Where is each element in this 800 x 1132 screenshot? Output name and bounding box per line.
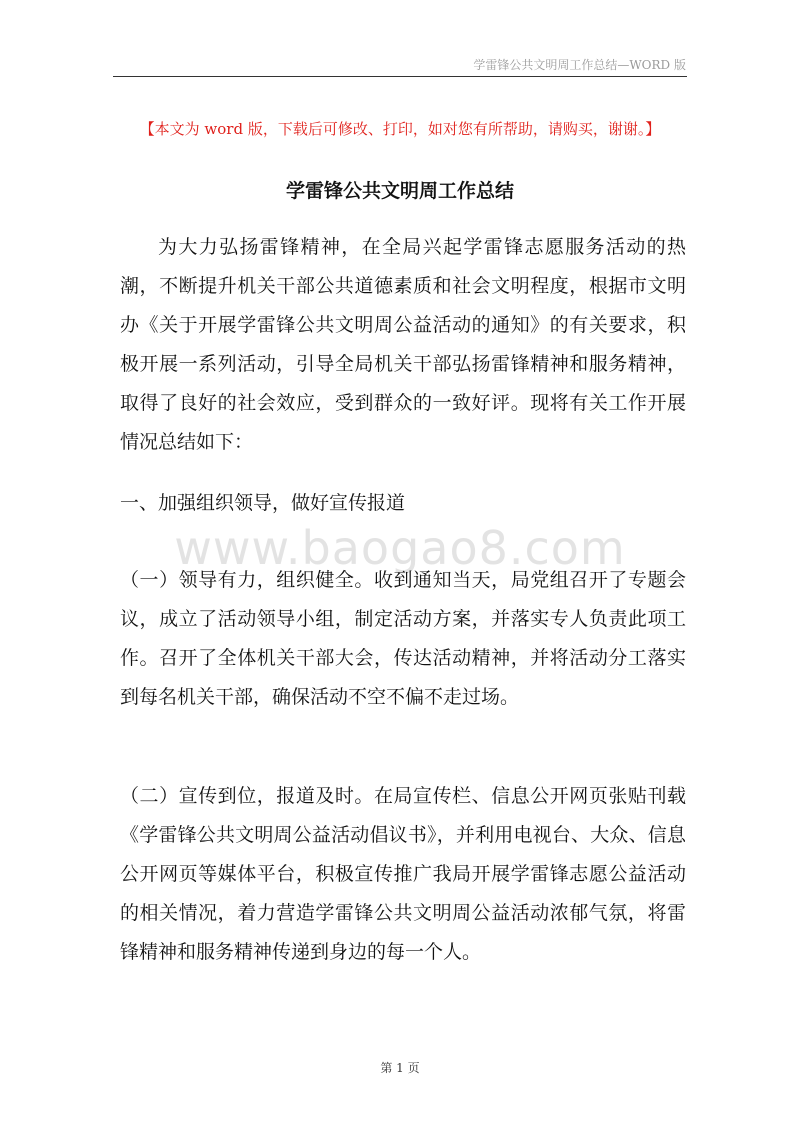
watermark: www.baogao8.com (174, 521, 626, 575)
intro-paragraph: 为大力弘扬雷锋精神，在全局兴起学雷锋志愿服务活动的热潮，不断提升机关干部公共道德素质和社会文明程度，根据市文明办《关于开展学雷锋公共文明周公益活动的通知》的有关要求，积极开展一系列活动，引导全局机关干部弘扬雷锋精神和服务精神，取得了良好的社会效应，受到群众的一致好评。现将有关工作开展情况总结如下： (120, 236, 686, 453)
document-title: 学雷锋公共文明周工作总结 (285, 180, 514, 202)
item-paragraph-2: （二）宣传到位，报道及时。在局宣传栏、信息公开网页张贴刊载《学雷锋公共文明周公益活动倡议书》，并利用电视台、大众、信息公开网页等媒体平台，积极宣传推广我局开展学雷锋志愿公益活动的相关情况，着力营造学雷锋公共文明周公益活动浓郁气氛，将雷锋精神和服务精神传递到身边的每一个人。 (120, 785, 686, 963)
section-heading: 一、加强组织领导，做好宣传报道 (120, 492, 406, 514)
page-number: 第 1 页 (380, 1061, 420, 1075)
download-notice: 【本文为 word 版，下载后可修改、打印，如对您有所帮助，请购买，谢谢。】 (139, 120, 661, 138)
item-paragraph-1: （一）领导有力，组织健全。收到通知当天，局党组召开了专题会议，成立了活动领导小组，制定活动方案，并落实专人负责此项工作。召开了全体机关干部大会，传达活动精神，并将活动分工落实到每名机关干部，确保活动不空不偏不走过场。 (120, 569, 686, 708)
page-header-title: 学雷锋公共文明周工作总结—WORD 版 (473, 58, 686, 72)
header-divider (113, 76, 687, 77)
